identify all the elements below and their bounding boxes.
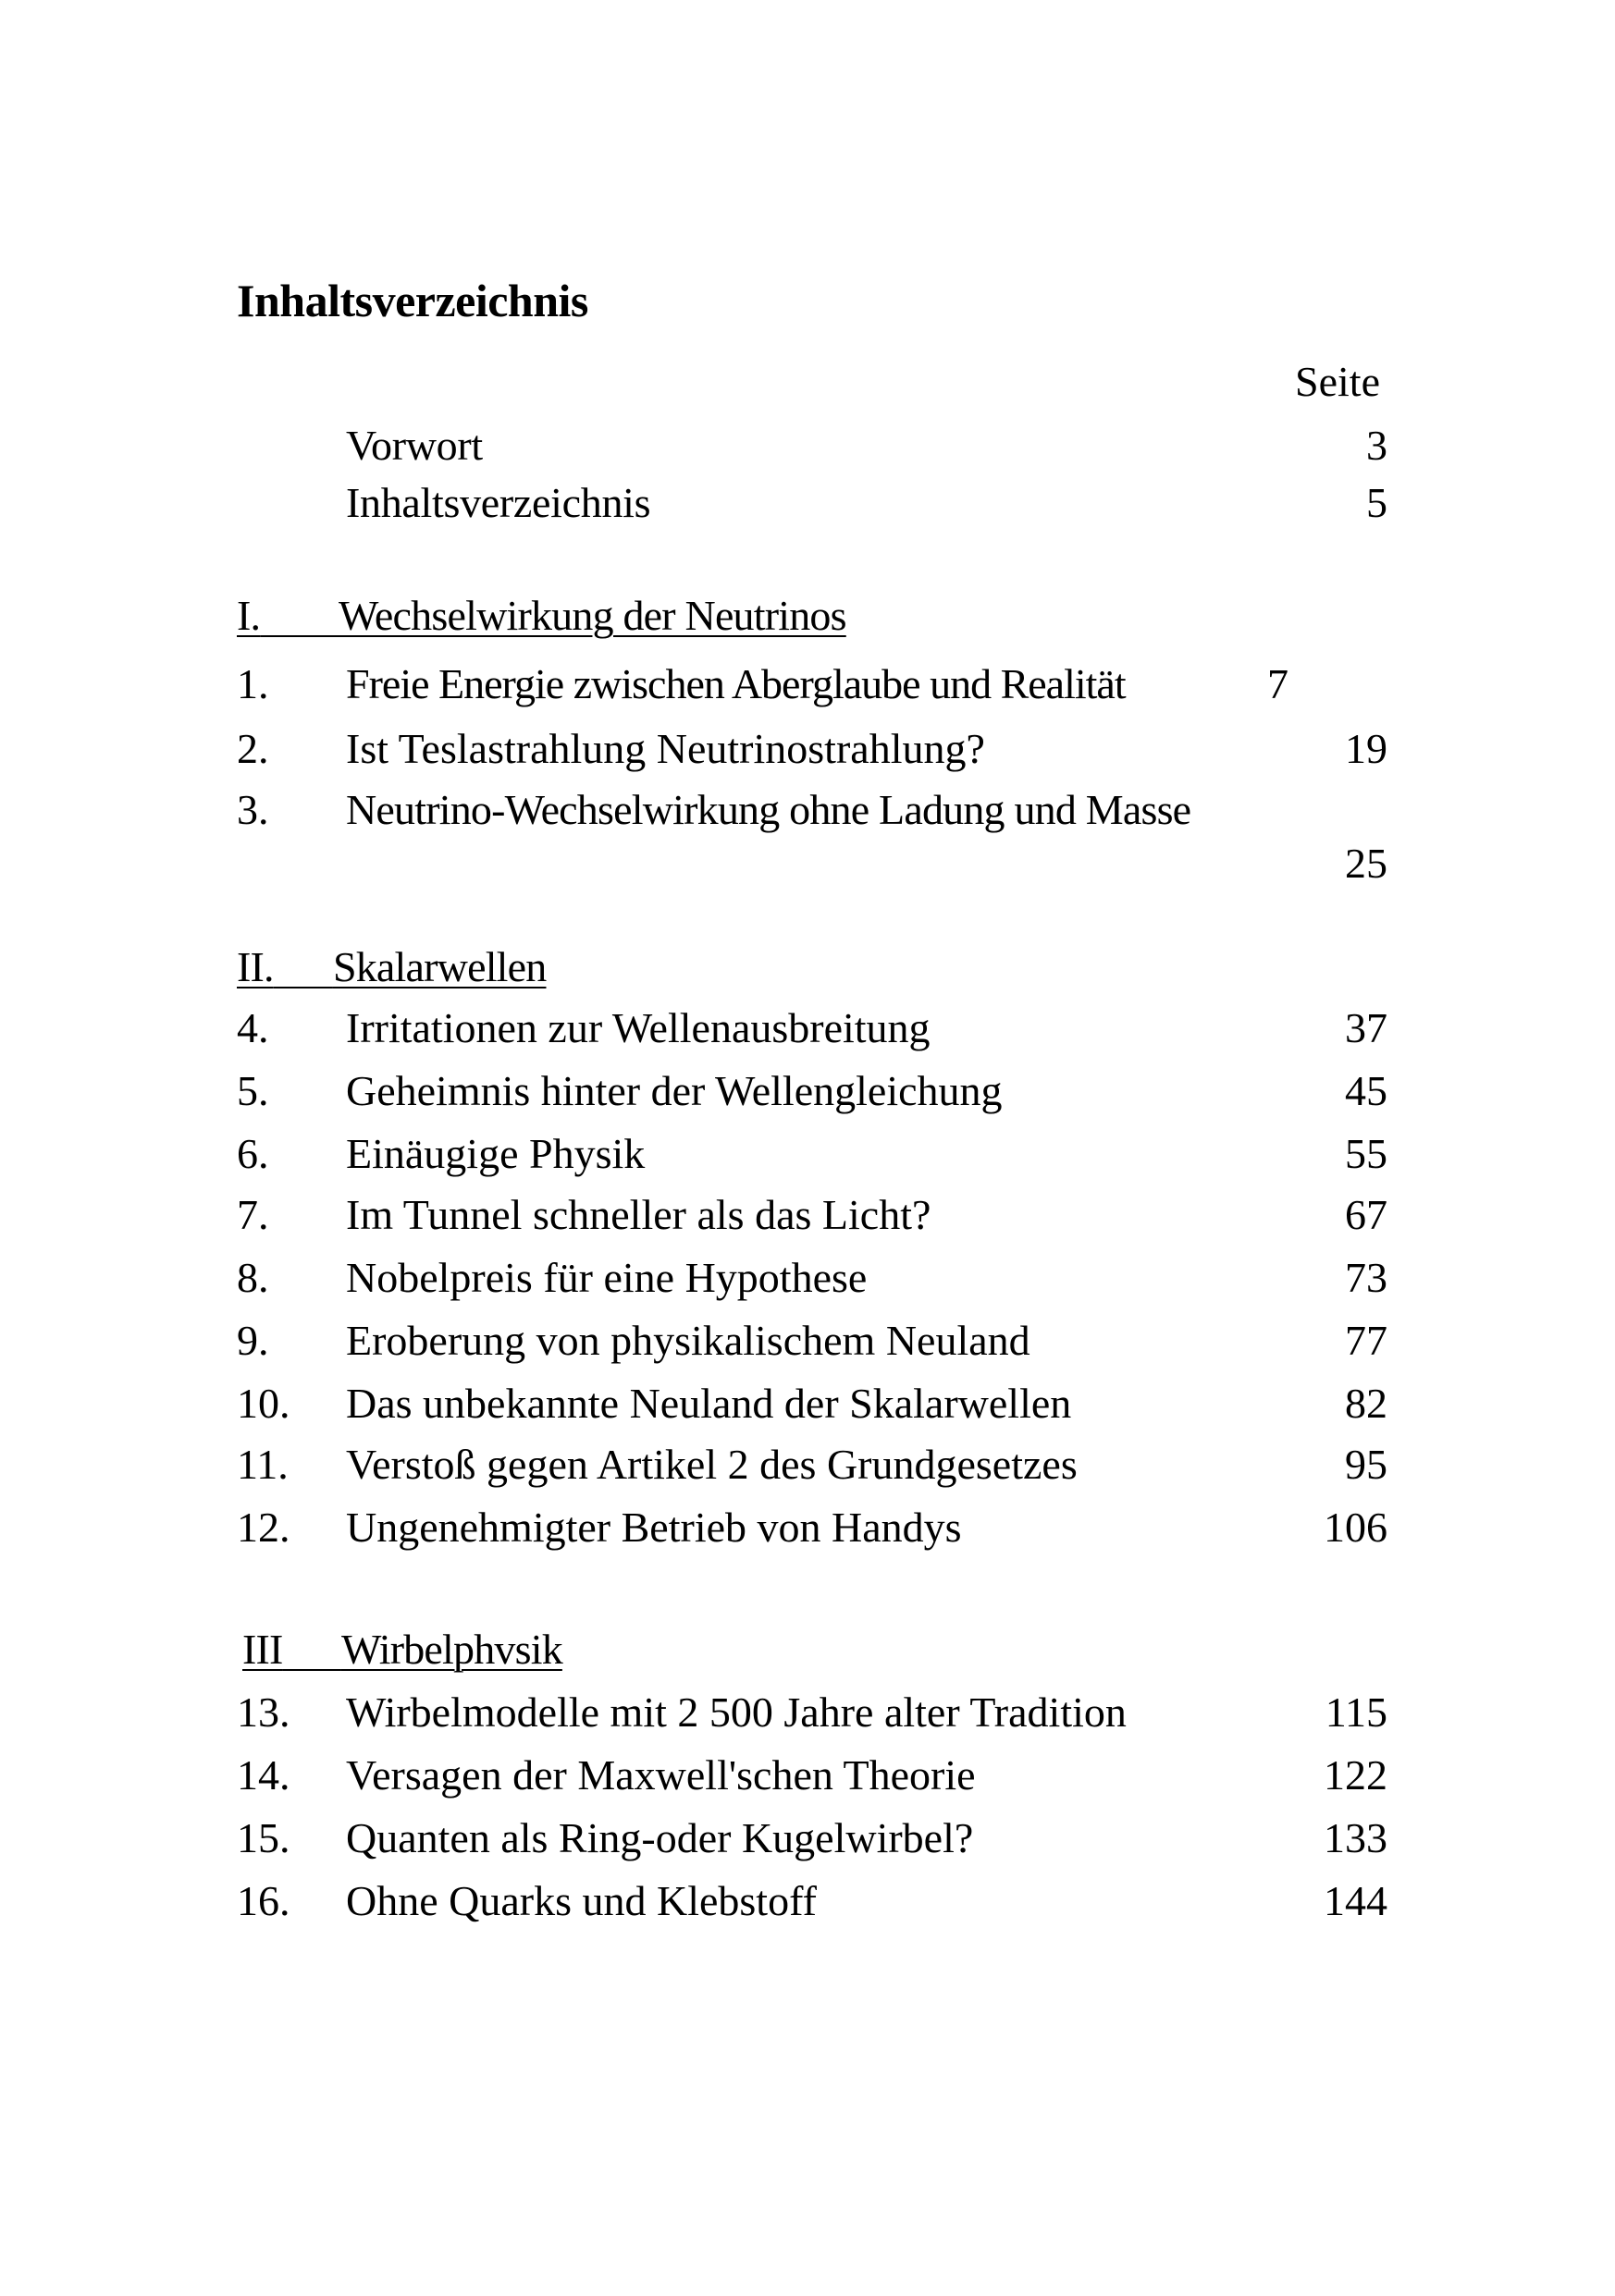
entry-title: Inhaltsverzeichnis: [346, 479, 651, 526]
entry-number: 10.: [237, 1380, 290, 1427]
entry-number: 16.: [237, 1877, 290, 1924]
section-numeral: I.: [237, 592, 261, 639]
entry-title: Das unbekannte Neuland der Skalarwellen: [346, 1380, 1072, 1427]
entry-title: Neutrino-Wechselwirkung ohne Ladung und Masse: [346, 786, 1191, 833]
entry-title: Eroberung von physikalischem Neuland: [346, 1317, 1030, 1364]
entry-page: 77: [1345, 1317, 1387, 1364]
entry-page: 95: [1345, 1441, 1387, 1488]
toc-entry[interactable]: [0, 1811, 1615, 1866]
entry-title: Verstoß gegen Artikel 2 des Grundgesetzes: [346, 1441, 1078, 1488]
page-title: Inhaltsverzeichnis: [237, 275, 588, 326]
entry-page: 25: [1345, 840, 1387, 887]
toc-entry[interactable]: [0, 1748, 1615, 1803]
entry-number: 6.: [237, 1130, 269, 1177]
toc-entry[interactable]: [0, 786, 1615, 888]
entry-title: Vorwort: [346, 422, 483, 469]
entry-page: 122: [1324, 1751, 1387, 1799]
section-heading-2: [237, 939, 546, 995]
toc-entry[interactable]: [0, 1500, 1615, 1555]
entry-number: 5.: [237, 1067, 269, 1114]
entry-page: 133: [1324, 1814, 1387, 1861]
entry-title: Wirbelmodelle mit 2 500 Jahre alter Tradition: [346, 1688, 1127, 1736]
toc-entry[interactable]: [0, 475, 1615, 531]
entry-number: 15.: [237, 1814, 290, 1861]
entry-title: Nobelpreis für eine Hypothese: [346, 1254, 868, 1301]
entry-page: 45: [1345, 1067, 1387, 1114]
entry-page: 106: [1324, 1504, 1387, 1551]
entry-number: 2.: [237, 725, 269, 772]
toc-entry[interactable]: [0, 721, 1615, 777]
toc-entry[interactable]: [0, 1126, 1615, 1182]
toc-entry[interactable]: [0, 657, 1615, 712]
entry-title: Quanten als Ring-oder Kugelwirbel?: [346, 1814, 974, 1861]
entry-title: Einäugige Physik: [346, 1130, 646, 1177]
section-heading-3: [242, 1622, 562, 1677]
entry-page: 82: [1345, 1380, 1387, 1427]
entry-page: 7: [1267, 660, 1288, 707]
entry-number: 14.: [237, 1751, 290, 1799]
entry-number: 11.: [237, 1441, 289, 1488]
section-title: Wirbelphvsik: [340, 1626, 562, 1673]
entry-title: Ist Teslastrahlung Neutrinostrahlung?: [346, 725, 985, 772]
entry-page: 144: [1324, 1877, 1387, 1924]
section-numeral: III: [242, 1626, 283, 1673]
section-title: Skalarwellen: [332, 943, 547, 990]
section-numeral: II.: [237, 943, 274, 990]
entry-number: 12.: [237, 1504, 290, 1551]
entry-title: Irritationen zur Wellenausbreitung: [346, 1004, 931, 1051]
toc-entry[interactable]: [0, 1313, 1615, 1369]
toc-entry[interactable]: [0, 1376, 1615, 1431]
entry-title: Freie Energie zwischen Aberglaube und Realität: [346, 660, 1126, 707]
toc-entry[interactable]: [0, 1187, 1615, 1243]
entry-number: 9.: [237, 1317, 269, 1364]
entry-page: 5: [1366, 479, 1387, 526]
entry-page: 115: [1325, 1688, 1387, 1736]
toc-entry[interactable]: [0, 418, 1615, 473]
entry-title: Versagen der Maxwell'schen Theorie: [346, 1751, 976, 1799]
toc-entry[interactable]: [0, 1685, 1615, 1740]
entry-title: Geheimnis hinter der Wellengleichung: [346, 1067, 1003, 1114]
entry-number: 4.: [237, 1004, 269, 1051]
page-column-label: Seite: [1295, 358, 1380, 405]
toc-entry[interactable]: [0, 1250, 1615, 1306]
entry-number: 7.: [237, 1191, 269, 1238]
entry-title: Im Tunnel schneller als das Licht?: [346, 1191, 931, 1238]
entry-number: 1.: [237, 660, 269, 707]
toc-entry[interactable]: [0, 1001, 1615, 1056]
toc-entry[interactable]: [0, 1437, 1615, 1492]
entry-number: 8.: [237, 1254, 269, 1301]
entry-page: 67: [1345, 1191, 1387, 1238]
entry-page: 3: [1366, 422, 1387, 469]
section-title: Wechselwirkung der Neutrinos: [339, 592, 846, 639]
entry-number: 3.: [237, 786, 269, 833]
entry-page: 19: [1345, 725, 1387, 772]
entry-page: 37: [1345, 1004, 1387, 1051]
entry-page: 73: [1345, 1254, 1387, 1301]
entry-title: Ohne Quarks und Klebstoff: [346, 1877, 817, 1924]
toc-entry[interactable]: [0, 1873, 1615, 1929]
entry-number: 13.: [237, 1688, 290, 1736]
entry-title: Ungenehmigter Betrieb von Handys: [346, 1504, 962, 1551]
entry-page: 55: [1345, 1130, 1387, 1177]
toc-entry[interactable]: [0, 1063, 1615, 1119]
section-heading-1: [237, 588, 846, 644]
